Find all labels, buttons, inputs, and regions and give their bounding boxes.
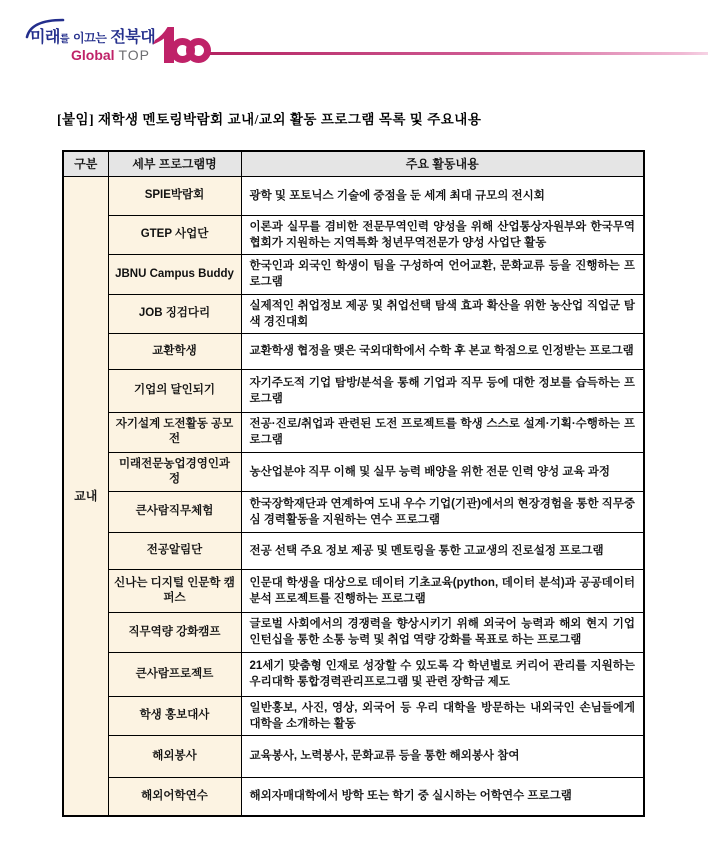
table-row [63, 412, 644, 452]
program-desc-cell: 실제적인 취업정보 제공 및 취업선택 탐색 효과 확산을 위한 농산업 직업군 탐색 경진대회 [241, 294, 644, 333]
program-desc-cell: 전공 선택 주요 정보 제공 및 멘토링을 통한 고교생의 진로설정 프로그램 [241, 532, 644, 569]
table-row [63, 491, 644, 532]
program-name-cell: 큰사람프로젝트 [108, 652, 241, 696]
logo-global-label: Global [71, 47, 115, 63]
program-name-cell: 해외어학연수 [108, 777, 241, 816]
table-row [63, 176, 644, 215]
program-desc-cell: 전공·진로/취업과 관련된 도전 프로젝트를 학생 스스로 설계·기획·수행하는 프로그램 [241, 412, 644, 452]
table-row [63, 215, 644, 254]
program-name-cell: JBNU Campus Buddy [108, 254, 241, 294]
program-desc-cell: 해외자매대학에서 방학 또는 학기 중 실시하는 어학연수 프로그램 [241, 777, 644, 816]
program-desc-cell: 자기주도적 기업 탐방/분석을 통해 기업과 직무 등에 대한 정보를 습득하는 프로그램 [241, 369, 644, 412]
program-name-cell: 자기설계 도전활동 공모전 [108, 412, 241, 452]
program-name-cell: 직무역량 강화캠프 [108, 612, 241, 652]
table-row [63, 532, 644, 569]
program-name-cell: GTEP 사업단 [108, 215, 241, 254]
logo-tagline-univ: 전북대 [110, 29, 156, 46]
logo-100-icon [146, 26, 212, 69]
program-name-cell: 전공알림단 [108, 532, 241, 569]
logo-tagline-prefix: 미래 [30, 29, 60, 46]
col-header-program-name: 세부 프로그램명 [108, 151, 241, 176]
program-name-cell: 미래전문농업경영인과정 [108, 452, 241, 491]
program-desc-cell: 인문대 학생을 대상으로 데이터 기초교육(python, 데이터 분석)과 공공데이터 분석 프로젝트를 진행하는 프로그램 [241, 569, 644, 612]
program-desc-cell: 광학 및 포토닉스 기술에 중점을 둔 세계 최대 규모의 전시회 [241, 176, 644, 215]
program-desc-cell: 21세기 맞춤형 인재로 성장할 수 있도록 각 학년별로 커리어 관리를 지원하는 우리대학 통합경력관리프로그램 및 관련 장학금 제도 [241, 652, 644, 696]
header-rule [206, 52, 708, 55]
university-logo [30, 24, 156, 63]
program-desc-cell: 농산업분야 직무 이해 및 실무 능력 배양을 위한 전문 인력 양성 교육 과정 [241, 452, 644, 491]
category-cell: 교내 [63, 176, 108, 816]
logo-global-top [30, 47, 150, 63]
program-desc-cell: 한국장학재단과 연계하여 도내 우수 기업(기관)에서의 현장경험을 통한 직무중심 경력활동을 지원하는 연수 프로그램 [241, 491, 644, 532]
logo-tagline-middle: 이끄는 [73, 31, 107, 45]
table-row [63, 254, 644, 294]
program-name-cell: 해외봉사 [108, 735, 241, 777]
program-name-cell: SPIE박람회 [108, 176, 241, 215]
program-desc-cell: 이론과 실무를 겸비한 전문무역인력 양성을 위해 산업통상자원부와 한국무역협회가 지원하는 지역특화 청년무역전문가 양성 사업단 활동 [241, 215, 644, 254]
program-name-cell: 학생 홍보대사 [108, 696, 241, 735]
table-row [63, 652, 644, 696]
program-name-cell: 신나는 디지털 인문학 캠퍼스 [108, 569, 241, 612]
page-title: [붙임] 재학생 멘토링박람회 교내/교외 활동 프로그램 목록 및 주요내용 [57, 112, 482, 127]
table-row [63, 735, 644, 777]
program-desc-cell: 한국인과 외국인 학생이 팀을 구성하여 언어교환, 문화교류 등을 진행하는 프로그램 [241, 254, 644, 294]
program-desc-cell: 교환학생 협정을 맺은 국외대학에서 수학 후 본교 학점으로 인정받는 프로그램 [241, 333, 644, 369]
logo-swoosh-icon [25, 17, 70, 45]
program-desc-cell: 일반홍보, 사진, 영상, 외국어 등 우리 대학을 방문하는 내외국인 손님들에게 대학을 소개하는 활동 [241, 696, 644, 735]
table-row [63, 452, 644, 491]
col-header-category: 구분 [63, 151, 108, 176]
table-row [63, 612, 644, 652]
table-row [63, 569, 644, 612]
col-header-activities: 주요 활동내용 [241, 151, 644, 176]
program-name-cell: 큰사람직무체험 [108, 491, 241, 532]
program-name-cell: 기업의 달인되기 [108, 369, 241, 412]
logo-top-label: TOP [118, 47, 150, 63]
program-name-cell: JOB 징검다리 [108, 294, 241, 333]
programs-tbody [63, 176, 644, 816]
table-row [63, 333, 644, 369]
table-row [63, 696, 644, 735]
table-row [63, 294, 644, 333]
program-desc-cell: 교육봉사, 노력봉사, 문화교류 등을 통한 해외봉사 참여 [241, 735, 644, 777]
table-row [63, 777, 644, 816]
program-name-cell: 교환학생 [108, 333, 241, 369]
programs-table [62, 150, 645, 817]
table-header-row [63, 151, 644, 176]
logo-tagline-particle: 를 [59, 34, 70, 45]
program-desc-cell: 글로벌 사회에서의 경쟁력을 향상시키기 위해 외국어 능력과 해외 현지 기업 인턴십을 통한 소통 능력 및 취업 역량 강화를 목표로 하는 프로그램 [241, 612, 644, 652]
table-row [63, 369, 644, 412]
